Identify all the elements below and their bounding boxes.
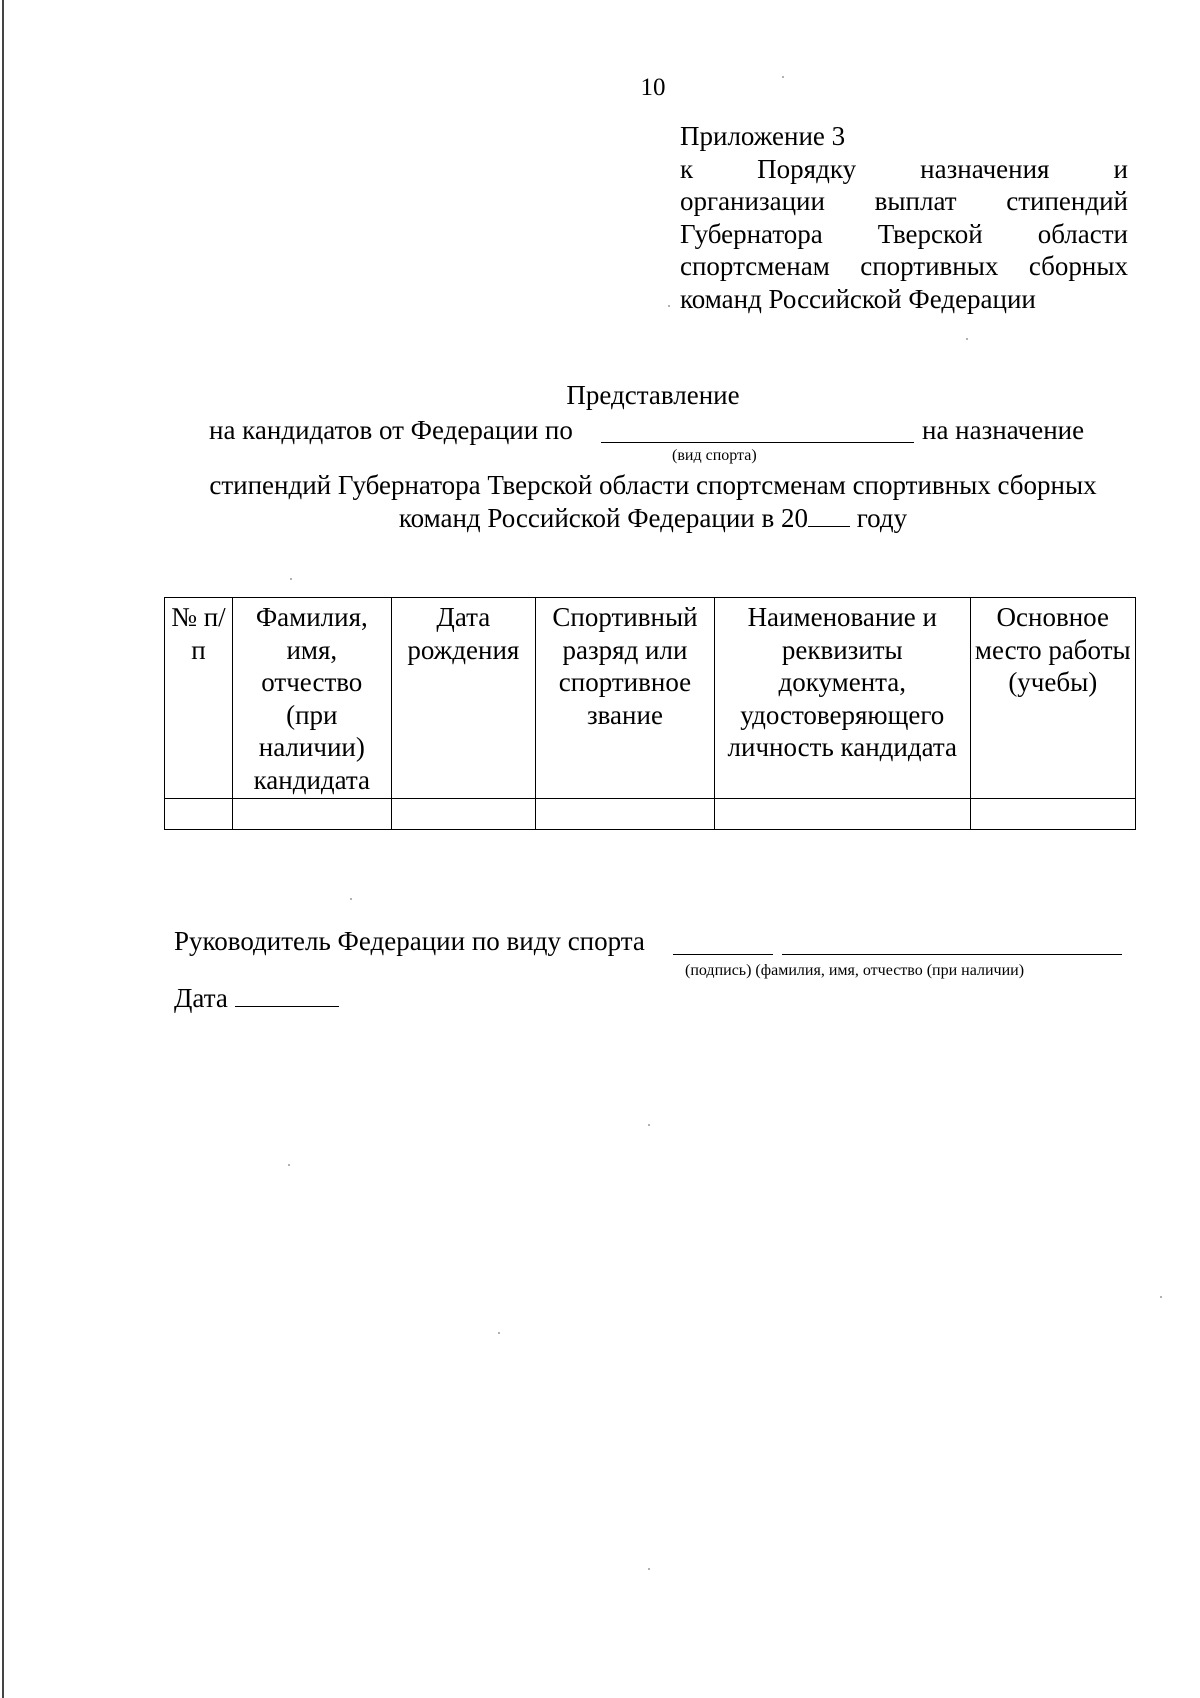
table-cell xyxy=(970,799,1135,830)
scan-speck xyxy=(648,1568,650,1570)
table-cell xyxy=(391,799,535,830)
table-cell xyxy=(714,799,970,830)
header-sport-rank: Спортивный разряд или спортивное звание xyxy=(535,598,714,799)
scan-speck xyxy=(350,898,352,900)
signature-label: Руководитель Федерации по виду спорта xyxy=(174,926,645,956)
table-cell xyxy=(165,799,233,830)
table-header-row xyxy=(165,598,1136,799)
header-identity-document: Наименование и реквизиты документа, удостоверяющего личность кандидата xyxy=(714,598,970,799)
year-blank xyxy=(808,504,850,527)
header-full-name: Фамилия, имя, отчество (при наличии) кандидата xyxy=(232,598,391,799)
appendix-block xyxy=(680,120,1128,315)
full-name-blank xyxy=(782,954,1122,955)
signature-caption: (подпись) (фамилия, имя, отчество (при наличии) xyxy=(685,962,1025,979)
title-line-2-start: на кандидатов от Федерации по xyxy=(209,415,573,445)
title-line-4 xyxy=(0,503,1200,534)
signature-blank xyxy=(673,954,773,955)
appendix-title: Приложение 3 xyxy=(680,121,846,151)
title-line-2-end: на назначение xyxy=(922,415,1085,445)
title-line-3: стипендий Губернатора Тверской области спортсменам спортивных сборных xyxy=(209,470,1097,500)
table-cell xyxy=(232,799,391,830)
document-title: Представление xyxy=(566,380,740,410)
scan-speck xyxy=(498,1332,500,1334)
appendix-line: к Порядку назначения и xyxy=(680,153,1128,184)
scan-speck xyxy=(966,338,968,340)
table-cell xyxy=(535,799,714,830)
appendix-line: организации выплат стипендий xyxy=(680,186,1128,216)
appendix-line: спортсменам спортивных сборных xyxy=(680,251,1128,281)
sport-caption: (вид спорта) xyxy=(672,447,757,464)
scan-speck xyxy=(1160,1296,1162,1298)
sport-blank xyxy=(601,442,914,443)
header-number: № п/п xyxy=(165,598,233,799)
header-workplace: Основное место работы (учебы) xyxy=(970,598,1135,799)
table-row xyxy=(165,799,1136,830)
date-line xyxy=(174,982,339,1014)
date-label: Дата xyxy=(174,983,235,1013)
scan-speck xyxy=(290,578,292,580)
scan-speck xyxy=(782,76,784,78)
page-number: 10 xyxy=(640,74,666,101)
scan-speck xyxy=(288,1164,290,1166)
scan-speck xyxy=(668,305,670,307)
title-line-4-end: году xyxy=(850,503,908,533)
title-line-4-start: команд Российской Федерации в 20 xyxy=(398,503,808,533)
scan-speck xyxy=(648,1124,650,1126)
appendix-line: Губернатора Тверской области xyxy=(680,218,1128,249)
date-blank xyxy=(235,982,339,1007)
header-birth-date: Дата рождения xyxy=(391,598,535,799)
appendix-line: команд Российской Федерации xyxy=(680,283,1036,314)
scan-edge xyxy=(2,0,4,1698)
candidates-table xyxy=(164,597,1136,830)
